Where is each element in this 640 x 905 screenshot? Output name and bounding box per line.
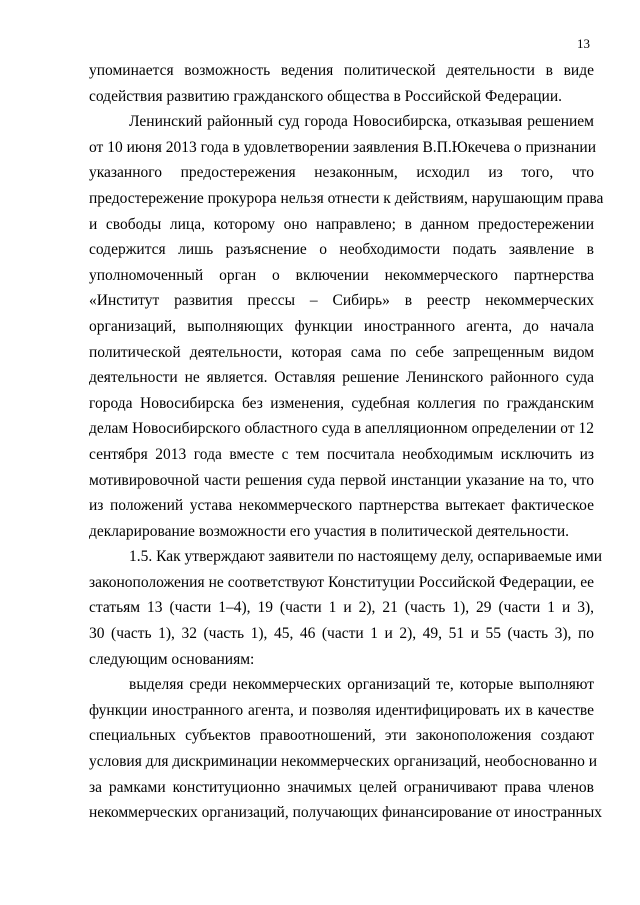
text-line: сентября 2013 года вместе с тем посчитала необходимым исключить из [89, 445, 594, 463]
text-line: декларирование возможности его участия в политической деятельности. [89, 522, 569, 540]
text-line: политической деятельности, которая сама по себе запрещенным видом [89, 343, 594, 361]
text-line: Ленинский районный суд города Новосибирска, отказывая решением [129, 113, 594, 131]
text-line: 30 (часть 1), 32 (часть 1), 45, 46 (части 1 и 2), 49, 51 и 55 (часть 3), по [89, 625, 594, 643]
text-line: мотивировочной части решения суда первой инстанции указание на то, что [89, 471, 594, 489]
text-line: «Институт развития прессы – Сибирь» в реестр некоммерческих [89, 292, 594, 310]
text-line: упоминается возможность ведения политической деятельности в виде [89, 62, 594, 79]
text-line: деятельности не является. Оставляя решение Ленинского районного суда [89, 369, 594, 387]
text-line: выделяя среди некоммерческих организаций те, которые выполняют [129, 676, 594, 694]
text-line: 1.5. Как утверждают заявители по настоящему делу, оспариваемые ими [129, 548, 603, 566]
text-line: от 10 июня 2013 года в удовлетворении заявления В.П.Юкечева о признании [89, 138, 596, 156]
text-line: некоммерческих организаций, получающих финансирование от иностранных [89, 804, 602, 822]
text-line: содержится лишь разъяснение о необходимости подать заявление в [89, 241, 594, 259]
text-line: следующим основаниям: [89, 650, 255, 668]
page-number: 13 [577, 36, 590, 51]
text-line: функции иностранного агента, и позволяя идентифицировать их в качестве [89, 701, 594, 719]
text-line: предостережение прокурора нельзя отнести к действиям, нарушающим права [89, 189, 604, 207]
text-line: указанного предостережения незаконным, исходил из того, что [89, 164, 594, 182]
text-line: содействия развитию гражданского общества в Российской Федерации. [89, 87, 563, 105]
text-line: делам Новосибирского областного суда в апелляционном определении от 12 [89, 420, 594, 438]
text-line: города Новосибирска без изменения, судебная коллегия по гражданским [89, 394, 594, 412]
document-body [89, 58, 604, 826]
text-line: статьям 13 (части 1–4), 19 (части 1 и 2), 21 (часть 1), 29 (части 1 и 3), [89, 599, 594, 617]
text-line: условия для дискриминации некоммерческих организаций, необоснованно и [89, 753, 597, 771]
text-line: из положений устава некоммерческого партнерства вытекает фактическое [89, 497, 594, 515]
text-line: законоположения не соответствуют Конституции Российской Федерации, ее [89, 573, 594, 591]
text-line: организаций, выполняющих функции иностранного агента, до начала [89, 317, 594, 335]
text-line: уполномоченный орган о включении некоммерческого партнерства [89, 266, 594, 284]
text-line: специальных субъектов правоотношений, эти законоположения создают [89, 727, 594, 745]
text-line: за рамками конституционно значимых целей ограничивают права членов [89, 778, 594, 796]
text-line: и свободы лица, которому оно направлено; в данном предостережении [89, 215, 594, 233]
